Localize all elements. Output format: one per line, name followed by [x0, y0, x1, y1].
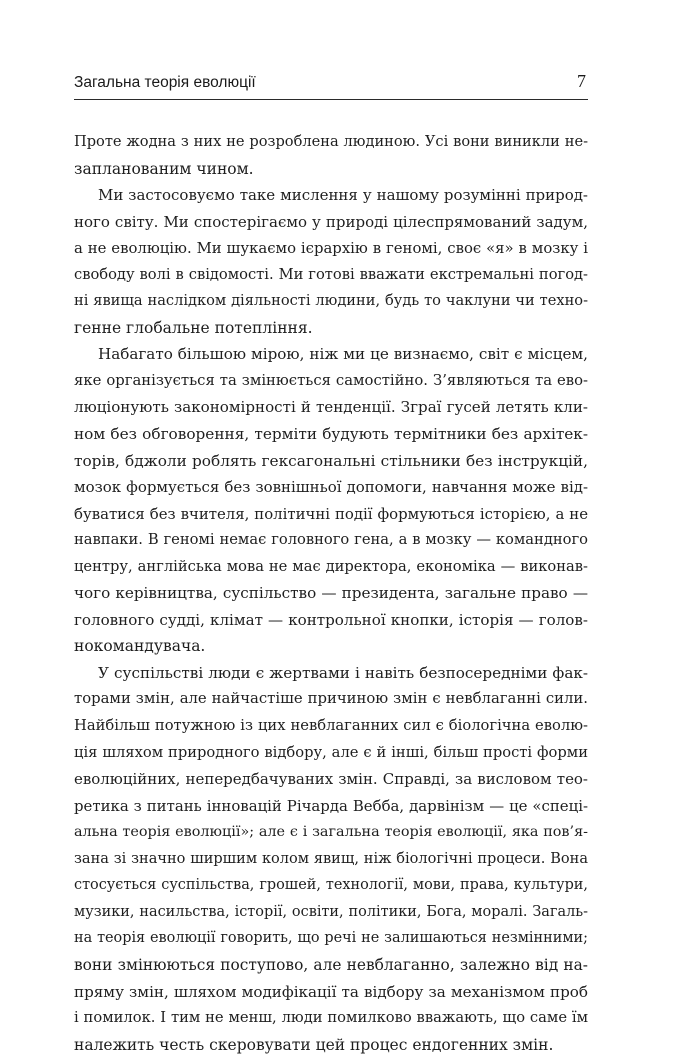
text-line: стосується суспільства, грошей, технології, мови, права, культури,	[74, 877, 588, 894]
text-line: альна теорія еволюції»; але є і загальна теорія еволюції, яка пов’я-	[74, 824, 588, 841]
text-line: генне глобальне потепління.	[74, 318, 313, 337]
text-line: Набагато більшою мірою, ніж ми це визнаємо, світ є місцем,	[98, 345, 588, 364]
text-line: Найбільш потужною із цих невблаганних сил є біологічна еволю-	[74, 717, 588, 735]
text-line: Проте жодна з них не розроблена людиною. Усі вони виникли не-	[74, 133, 588, 150]
text-line: на теорія еволюції говорить, що речі не залишаються незмінними;	[74, 930, 588, 947]
running-head	[74, 71, 588, 96]
text-line: і помилок. І тим не менш, люди помилково вважають, що саме їм	[74, 1009, 588, 1027]
text-line: зана зі значно ширшим колом явищ, ніж біологічні процеси. Вона	[74, 850, 588, 867]
text-line: свободу волі в свідомості. Ми готові вважати екстремальні погод-	[74, 265, 588, 283]
text-line: ція шляхом природного відбору, але є й інші, більш прості форми	[74, 743, 588, 761]
text-line: вони змінюються поступово, але невблаганно, залежно від на-	[74, 955, 588, 974]
text-line: ні явища наслідком діяльності людини, будь то чаклуни чи техно-	[74, 292, 588, 310]
text-line: головного судді, клімат — контрольної кнопки, історія — голов-	[74, 610, 588, 629]
text-line: У суспільстві люди є жертвами і навіть безпосередніми фак-	[98, 663, 588, 682]
text-line: музики, насильства, історії, освіти, політики, Бога, моралі. Загаль-	[74, 903, 588, 920]
text-line: ретика з питань інновацій Річарда Вебба, дарвінізм — це «спеці-	[74, 796, 588, 815]
text-line: торів, бджоли роблять гексагональні стільники без інструкцій,	[74, 451, 588, 470]
text-line: запланованим чином.	[74, 159, 254, 178]
text-line: торами змін, але найчастіше причиною змін є невблаганні сили.	[74, 690, 588, 708]
text-line: ного світу. Ми спостерігаємо у природі цілеспрямований задум,	[74, 212, 588, 231]
text-line: ном без обговорення, терміти будують термітники без архітек-	[74, 425, 588, 444]
text-line: навпаки. В геномі немає головного гена, а в мозку — командного	[74, 531, 588, 549]
text-line: мозок формується без зовнішньої допомоги, навчання може від-	[74, 478, 588, 497]
text-line: буватися без вчителя, політичні події формуються історією, а не	[74, 504, 588, 523]
text-line: Ми застосовуємо таке мислення у нашому розумінні природ-	[98, 186, 588, 205]
text-line: нокомандувача.	[74, 637, 206, 656]
running-title: Загальна теорія еволюції	[74, 74, 256, 91]
text-line: належить честь скеровувати цей процес ендогенних змін.	[74, 1035, 554, 1054]
header-rule	[74, 99, 588, 100]
body-text	[74, 129, 588, 1058]
text-line: чого керівництва, суспільство — президента, загальне право —	[74, 584, 588, 603]
text-line: центру, англійська мова не має директора, економіка — виконав-	[74, 557, 588, 575]
text-line: пряму змін, шляхом модифікації та відбору за механізмом проб	[74, 982, 588, 1001]
text-line: яке організується та змінюється самостійно. З’являються та ево-	[74, 371, 588, 389]
text-line: люціонують закономірності й тенденції. Зграї гусей летять кли-	[74, 398, 588, 417]
text-line: а не еволюцію. Ми шукаємо ієрархію в геномі, своє «я» в мозку і	[74, 239, 588, 258]
text-line: еволюційних, непередбачуваних змін. Справді, за висловом тео-	[74, 770, 588, 789]
page-number: 7	[577, 71, 586, 91]
